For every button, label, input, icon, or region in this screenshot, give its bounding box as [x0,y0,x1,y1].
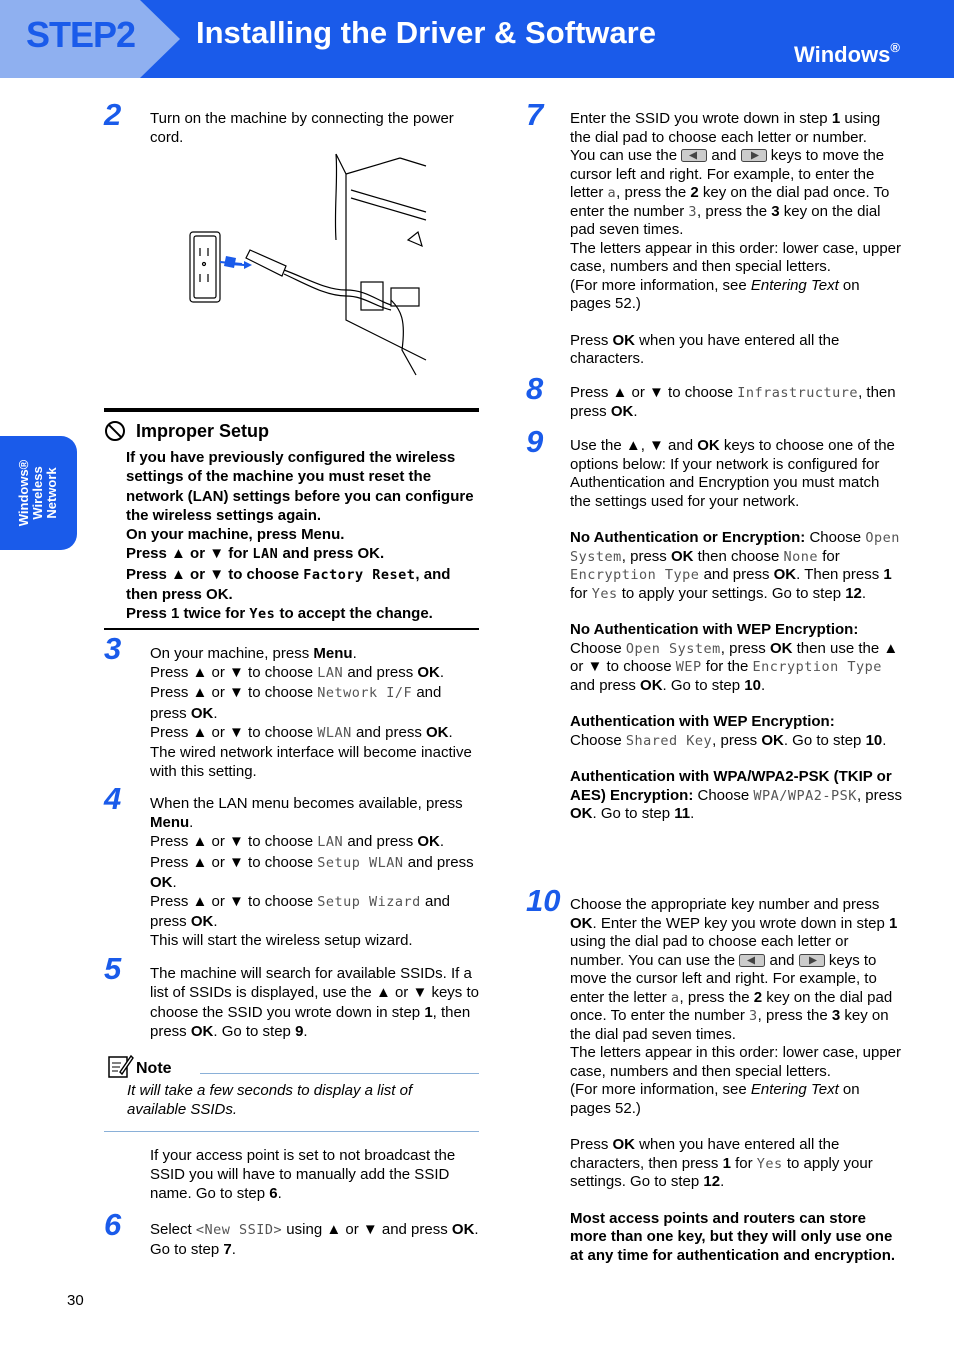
step-number-2: 2 [104,97,122,132]
step-number-4: 4 [104,781,122,816]
step-number-10: 10 [526,883,561,918]
side-tab-line-2: Wireless [30,466,45,520]
note-title: Note [136,1060,172,1077]
note-box [104,1052,479,1132]
note-divider [200,1073,479,1074]
right-arrow-key-icon [741,149,767,162]
page-number: 30 [67,1292,84,1309]
step-2-body: Turn on the machine by connecting the power cord. [150,110,454,146]
step-3-text: On your machine, press Menu. Press ▲ or ▼ to choose LAN and press OK. Press ▲ or ▼ to choose Network I/F and press OK. Press ▲ or ▼ to choose WLAN and press OK. The wired network interface will become inactive with this setting. [150,645,472,781]
step-6-text: Select <New SSID> using ▲ or ▼ and press OK. Go to step 7. [150,1221,479,1258]
step-number-8: 8 [526,371,544,406]
step-number-7: 7 [526,97,544,132]
improper-line-3: Press ▲ or ▼ for LAN and press OK. [126,545,385,563]
step-8-text: Press ▲ or ▼ to choose Infrastructure, then press OK. [570,384,896,420]
step-10-text: Choose the appropriate key number and press OK. Enter the WEP key you wrote down in step 1 using the dial pad to choose each letter or number. You can use the and keys to move the cursor left and right. For example, to enter the letter a, press the 2 key on the dial pad once. To enter the number 3, press the 3 key on the dial pad seven times. The letters appear in this order: lower case, upper case, numbers and then special letters. (For more information, see Entering Text on pages 52.) Press OK when you have entered all the characters, then press 1 for Yes to apply your settings. Go to step 12. Most access points and routers can store more than one key, but they will only use one at any time for authentication and encryption. [570,896,902,1264]
os-label-text: Windows [794,42,891,67]
step-2-text [150,110,480,147]
improper-line-1: If you have previously configured the wireless settings of the machine you must reset the network (LAN) settings before you can configure the wireless settings again. [126,449,474,524]
improper-line-2: On your machine, press Menu. [126,526,345,544]
improper-line-5: Press 1 twice for Yes to accept the change. [126,605,433,623]
no-entry-icon [104,420,126,442]
step-5-broadcast-text: If your access point is set to not broadcast the SSID you will have to manually add the SSID name. Go to step 6. [150,1147,456,1202]
improper-setup-box [104,408,479,630]
section-side-tab [0,436,77,550]
step-number-3: 3 [104,631,122,666]
left-arrow-key-icon [739,954,765,967]
step-number-6: 6 [104,1207,122,1242]
step-5-text: The machine will search for available SSIDs. If a list of SSIDs is displayed, use the ▲ or ▼ keys to choose the SSID you wrote down in step 1, then press OK. Go to step 9. [150,965,479,1041]
left-arrow-key-icon [681,149,707,162]
step-4-text: When the LAN menu becomes available, press Menu. Press ▲ or ▼ to choose LAN and press OK. Press ▲ or ▼ to choose Setup WLAN and press OK. Press ▲ or ▼ to choose Setup Wizard and press OK. This will start the wireless setup wizard. [150,795,474,950]
improper-setup-title: Improper Setup [136,421,270,441]
improper-setup-body [126,448,476,625]
step-label: STEP2 [26,14,136,55]
side-tab-line-3: Network [44,467,59,519]
step-9-text: Use the ▲, ▼ and OK keys to choose one of the options below: If your network is configured for Authentication and Encryption you must match the settings used for your network. No Authentication or Encryption: Choose Open System, press OK then choose None for Encryption Type and press OK. Then press 1 for Yes to apply your settings. Go to step 12. No Authentication with WEP Encryption: Choose Open System, press OK then use the ▲ or ▼ to choose WEP for the Encryption Type and press OK. Go to step 10. Authentication with WEP Encryption: Choose Shared Key, press OK. Go to step 10. Authentication with WPA/WPA2-PSK (TKIP or AES) Encryption: Choose WPA/WPA2-PSK, press OK. Go to step 11. [570,437,902,822]
improper-line-4: Press ▲ or ▼ to choose Factory Reset, and then press OK. [126,565,451,604]
step-7-text: Enter the SSID you wrote down in step 1 using the dial pad to choose each letter or number. You can use the and keys to move the cursor left and right. For example, to enter the letter a, press the 2 key on the dial pad once. To enter the number 3, press the 3 key on the dial pad seven times. The letters appear in this order: lower case, upper case, numbers and then special letters. (For more information, see Entering Text on pages 52.) Press OK when you have entered all the characters. [570,110,902,367]
step-number-9: 9 [526,424,544,459]
note-pencil-icon [106,1052,134,1080]
page-title: Installing the Driver & Software [196,15,656,50]
os-label [794,34,900,69]
step-number-5: 5 [104,951,122,986]
side-tab-line-1: Windows® [16,459,31,527]
page-header [0,0,954,78]
power-cord-illustration [186,150,436,380]
registered-mark: ® [890,40,900,55]
right-arrow-key-icon [799,954,825,967]
side-tab-label [17,460,59,527]
note-text: It will take a few seconds to display a list of available SSIDs. [127,1082,413,1118]
